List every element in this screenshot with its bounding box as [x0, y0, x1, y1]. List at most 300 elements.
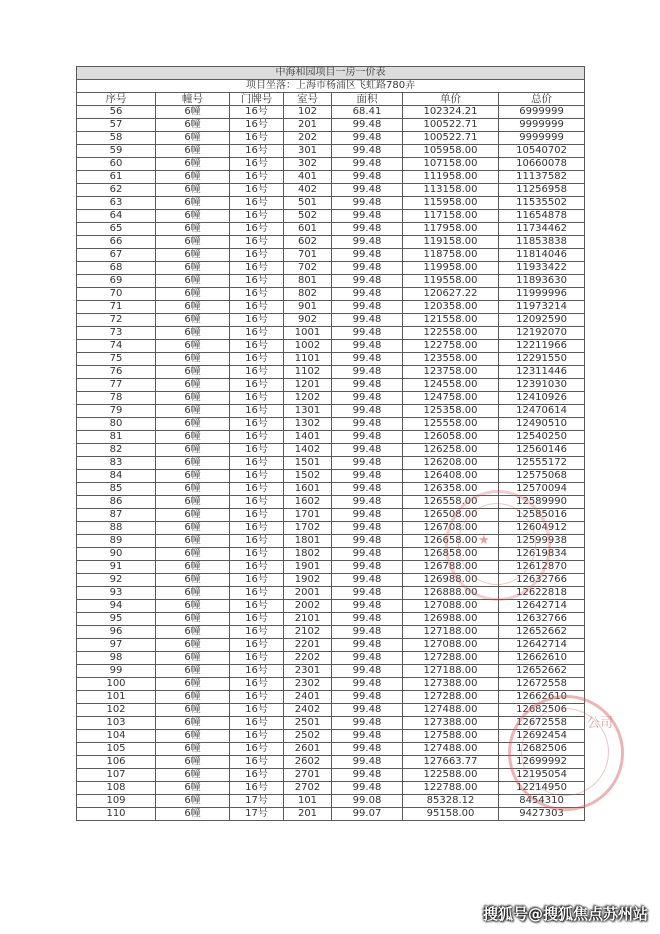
cell-area: 99.48: [332, 509, 403, 522]
cell-building: 6幢: [156, 769, 230, 782]
table-row: [77, 405, 585, 418]
table-row: [77, 522, 585, 535]
cell-room: 1401: [284, 431, 332, 444]
table-row: [77, 132, 585, 145]
cell-building: 6幢: [156, 665, 230, 678]
table-row: [77, 288, 585, 301]
cell-building: 6幢: [156, 392, 230, 405]
cell-door-number: 16号: [230, 197, 284, 210]
cell-unit-price: 126788.00: [403, 561, 499, 574]
cell-door-number: 16号: [230, 106, 284, 119]
cell-door-number: 16号: [230, 561, 284, 574]
cell-unit-price: 95158.00: [403, 808, 499, 821]
cell-door-number: 16号: [230, 756, 284, 769]
cell-room: 1202: [284, 392, 332, 405]
cell-total-price: 11256958: [499, 184, 585, 197]
cell-unit-price: 119158.00: [403, 236, 499, 249]
table-row: [77, 574, 585, 587]
cell-index: 98: [77, 652, 156, 665]
cell-total-price: 12699992: [499, 756, 585, 769]
cell-building: 6幢: [156, 145, 230, 158]
cell-index: 109: [77, 795, 156, 808]
cell-unit-price: 127188.00: [403, 665, 499, 678]
cell-unit-price: 102324.21: [403, 106, 499, 119]
cell-door-number: 16号: [230, 379, 284, 392]
cell-building: 6幢: [156, 704, 230, 717]
cell-building: 6幢: [156, 561, 230, 574]
cell-index: 72: [77, 314, 156, 327]
cell-room: 401: [284, 171, 332, 184]
cell-building: 6幢: [156, 210, 230, 223]
cell-unit-price: 127188.00: [403, 626, 499, 639]
cell-door-number: 16号: [230, 574, 284, 587]
cell-unit-price: 120358.00: [403, 301, 499, 314]
cell-building: 6幢: [156, 405, 230, 418]
cell-room: 2301: [284, 665, 332, 678]
cell-index: 94: [77, 600, 156, 613]
cell-total-price: 12555172: [499, 457, 585, 470]
cell-door-number: 16号: [230, 678, 284, 691]
table-row: [77, 457, 585, 470]
cell-unit-price: 127663.77: [403, 756, 499, 769]
cell-door-number: 16号: [230, 288, 284, 301]
cell-building: 6幢: [156, 353, 230, 366]
table-row: [77, 301, 585, 314]
cell-building: 6幢: [156, 678, 230, 691]
cell-total-price: 12642714: [499, 639, 585, 652]
table-row: [77, 197, 585, 210]
cell-door-number: 16号: [230, 717, 284, 730]
cell-total-price: 9427303: [499, 808, 585, 821]
cell-area: 99.48: [332, 639, 403, 652]
cell-room: 2701: [284, 769, 332, 782]
cell-total-price: 11734462: [499, 223, 585, 236]
cell-door-number: 16号: [230, 626, 284, 639]
cell-door-number: 16号: [230, 548, 284, 561]
cell-total-price: 12632766: [499, 574, 585, 587]
cell-index: 71: [77, 301, 156, 314]
cell-room: 302: [284, 158, 332, 171]
cell-unit-price: 85328.12: [403, 795, 499, 808]
cell-door-number: 16号: [230, 587, 284, 600]
cell-area: 99.48: [332, 405, 403, 418]
price-table: [76, 66, 585, 821]
cell-unit-price: 126658.00: [403, 535, 499, 548]
cell-door-number: 16号: [230, 652, 284, 665]
cell-total-price: 12662610: [499, 652, 585, 665]
cell-room: 1802: [284, 548, 332, 561]
cell-index: 65: [77, 223, 156, 236]
cell-total-price: 6999999: [499, 106, 585, 119]
cell-index: 76: [77, 366, 156, 379]
cell-area: 99.48: [332, 457, 403, 470]
cell-total-price: 12211966: [499, 340, 585, 353]
cell-area: 99.48: [332, 327, 403, 340]
cell-building: 6幢: [156, 132, 230, 145]
cell-total-price: 12470614: [499, 405, 585, 418]
cell-unit-price: 115958.00: [403, 197, 499, 210]
cell-unit-price: 125358.00: [403, 405, 499, 418]
cell-area: 99.48: [332, 704, 403, 717]
cell-unit-price: 117158.00: [403, 210, 499, 223]
table-row: [77, 509, 585, 522]
cell-room: 1602: [284, 496, 332, 509]
table-row: [77, 418, 585, 431]
cell-total-price: 12570094: [499, 483, 585, 496]
cell-unit-price: 126988.00: [403, 574, 499, 587]
cell-area: 99.48: [332, 665, 403, 678]
cell-area: 99.48: [332, 431, 403, 444]
cell-building: 6幢: [156, 522, 230, 535]
cell-total-price: 12540250: [499, 431, 585, 444]
cell-unit-price: 127388.00: [403, 678, 499, 691]
cell-index: 59: [77, 145, 156, 158]
cell-area: 99.48: [332, 600, 403, 613]
cell-index: 73: [77, 327, 156, 340]
cell-total-price: 10540702: [499, 145, 585, 158]
cell-door-number: 16号: [230, 483, 284, 496]
table-row: [77, 249, 585, 262]
cell-index: 70: [77, 288, 156, 301]
cell-building: 6幢: [156, 418, 230, 431]
table-row: [77, 431, 585, 444]
cell-unit-price: 122788.00: [403, 782, 499, 795]
cell-building: 6幢: [156, 366, 230, 379]
cell-index: 67: [77, 249, 156, 262]
cell-door-number: 16号: [230, 782, 284, 795]
cell-building: 6幢: [156, 639, 230, 652]
cell-unit-price: 111958.00: [403, 171, 499, 184]
table-row: [77, 314, 585, 327]
cell-unit-price: 124758.00: [403, 392, 499, 405]
cell-area: 99.48: [332, 496, 403, 509]
cell-building: 6幢: [156, 301, 230, 314]
cell-door-number: 16号: [230, 223, 284, 236]
cell-index: 105: [77, 743, 156, 756]
cell-room: 1302: [284, 418, 332, 431]
cell-total-price: 9999999: [499, 132, 585, 145]
cell-building: 6幢: [156, 431, 230, 444]
table-row: [77, 639, 585, 652]
cell-building: 6幢: [156, 574, 230, 587]
cell-room: 2502: [284, 730, 332, 743]
cell-door-number: 16号: [230, 496, 284, 509]
cell-total-price: 12652662: [499, 626, 585, 639]
cell-total-price: 12490510: [499, 418, 585, 431]
table-row: [77, 782, 585, 795]
cell-room: 1102: [284, 366, 332, 379]
cell-room: 602: [284, 236, 332, 249]
cell-total-price: 9999999: [499, 119, 585, 132]
cell-building: 6幢: [156, 743, 230, 756]
cell-room: 702: [284, 262, 332, 275]
cell-building: 6幢: [156, 262, 230, 275]
seal-stamp-lower: 公司: [508, 695, 624, 811]
cell-building: 6幢: [156, 444, 230, 457]
cell-area: 99.48: [332, 171, 403, 184]
cell-unit-price: 119958.00: [403, 262, 499, 275]
cell-room: 901: [284, 301, 332, 314]
cell-building: 6幢: [156, 288, 230, 301]
cell-building: 6幢: [156, 496, 230, 509]
cell-total-price: 12632766: [499, 613, 585, 626]
table-row: [77, 327, 585, 340]
cell-unit-price: 107158.00: [403, 158, 499, 171]
table-row: [77, 730, 585, 743]
cell-room: 2102: [284, 626, 332, 639]
cell-area: 99.48: [332, 392, 403, 405]
cell-area: 99.48: [332, 522, 403, 535]
cell-index: 100: [77, 678, 156, 691]
header-total-price: 总价: [499, 93, 585, 106]
cell-building: 6幢: [156, 457, 230, 470]
cell-door-number: 16号: [230, 184, 284, 197]
cell-room: 1301: [284, 405, 332, 418]
cell-index: 79: [77, 405, 156, 418]
cell-door-number: 16号: [230, 639, 284, 652]
table-row: [77, 262, 585, 275]
table-row: [77, 678, 585, 691]
cell-room: 1501: [284, 457, 332, 470]
cell-room: 1601: [284, 483, 332, 496]
cell-area: 99.48: [332, 158, 403, 171]
header-room: 室号: [284, 93, 332, 106]
document-title: 中海和园项目一房一价表: [77, 67, 585, 80]
cell-building: 6幢: [156, 535, 230, 548]
cell-total-price: 12619834: [499, 548, 585, 561]
cell-unit-price: 126508.00: [403, 509, 499, 522]
cell-total-price: 12311446: [499, 366, 585, 379]
cell-total-price: 12672558: [499, 678, 585, 691]
cell-building: 6幢: [156, 223, 230, 236]
cell-index: 103: [77, 717, 156, 730]
cell-room: 2401: [284, 691, 332, 704]
cell-total-price: 12642714: [499, 600, 585, 613]
cell-area: 99.07: [332, 808, 403, 821]
table-row: [77, 795, 585, 808]
cell-unit-price: 122588.00: [403, 769, 499, 782]
table-row: [77, 548, 585, 561]
cell-building: 6幢: [156, 808, 230, 821]
cell-index: 77: [77, 379, 156, 392]
cell-building: 6幢: [156, 509, 230, 522]
table-row: [77, 171, 585, 184]
cell-area: 99.08: [332, 795, 403, 808]
cell-room: 2601: [284, 743, 332, 756]
cell-unit-price: 127088.00: [403, 600, 499, 613]
cell-total-price: 12195054: [499, 769, 585, 782]
cell-index: 74: [77, 340, 156, 353]
cell-index: 69: [77, 275, 156, 288]
cell-room: 301: [284, 145, 332, 158]
cell-door-number: 16号: [230, 340, 284, 353]
cell-room: 101: [284, 795, 332, 808]
cell-total-price: 12575068: [499, 470, 585, 483]
cell-building: 6幢: [156, 106, 230, 119]
table-row: [77, 561, 585, 574]
cell-area: 99.48: [332, 535, 403, 548]
table-row: [77, 444, 585, 457]
cell-door-number: 16号: [230, 418, 284, 431]
table-row: [77, 119, 585, 132]
cell-area: 99.48: [332, 574, 403, 587]
seal-stamp-upper: ★: [445, 490, 551, 601]
cell-room: 2702: [284, 782, 332, 795]
cell-door-number: 16号: [230, 327, 284, 340]
cell-unit-price: 126408.00: [403, 470, 499, 483]
table-row: [77, 470, 585, 483]
cell-index: 61: [77, 171, 156, 184]
cell-area: 99.48: [332, 249, 403, 262]
cell-area: 99.48: [332, 548, 403, 561]
cell-area: 99.48: [332, 145, 403, 158]
header-door-number: 门牌号: [230, 93, 284, 106]
cell-total-price: 12391030: [499, 379, 585, 392]
table-row: [77, 665, 585, 678]
cell-area: 99.48: [332, 717, 403, 730]
cell-index: 78: [77, 392, 156, 405]
table-row: [77, 535, 585, 548]
cell-total-price: 12682506: [499, 743, 585, 756]
cell-area: 99.48: [332, 626, 403, 639]
cell-building: 6幢: [156, 587, 230, 600]
cell-area: 99.48: [332, 366, 403, 379]
cell-room: 202: [284, 132, 332, 145]
table-row: [77, 223, 585, 236]
cell-door-number: 16号: [230, 171, 284, 184]
cell-room: 1001: [284, 327, 332, 340]
cell-area: 99.48: [332, 379, 403, 392]
cell-room: 2201: [284, 639, 332, 652]
cell-door-number: 16号: [230, 353, 284, 366]
cell-index: 95: [77, 613, 156, 626]
cell-door-number: 16号: [230, 275, 284, 288]
cell-total-price: 12612870: [499, 561, 585, 574]
cell-index: 91: [77, 561, 156, 574]
cell-room: 801: [284, 275, 332, 288]
cell-room: 2402: [284, 704, 332, 717]
cell-room: 802: [284, 288, 332, 301]
cell-door-number: 16号: [230, 236, 284, 249]
cell-room: 1002: [284, 340, 332, 353]
cell-building: 6幢: [156, 275, 230, 288]
header-area: 面积: [332, 93, 403, 106]
cell-area: 99.48: [332, 288, 403, 301]
cell-total-price: 12599938: [499, 535, 585, 548]
cell-building: 6幢: [156, 548, 230, 561]
cell-index: 99: [77, 665, 156, 678]
cell-unit-price: 121558.00: [403, 314, 499, 327]
cell-room: 1901: [284, 561, 332, 574]
cell-door-number: 16号: [230, 262, 284, 275]
cell-door-number: 16号: [230, 249, 284, 262]
table-row: [77, 600, 585, 613]
cell-room: 1201: [284, 379, 332, 392]
cell-index: 92: [77, 574, 156, 587]
cell-building: 6幢: [156, 626, 230, 639]
cell-unit-price: 127288.00: [403, 652, 499, 665]
cell-area: 99.48: [332, 210, 403, 223]
cell-index: 101: [77, 691, 156, 704]
table-row: [77, 626, 585, 639]
cell-area: 68.41: [332, 106, 403, 119]
cell-unit-price: 122758.00: [403, 340, 499, 353]
cell-total-price: 11999996: [499, 288, 585, 301]
cell-index: 57: [77, 119, 156, 132]
cell-total-price: 12214950: [499, 782, 585, 795]
cell-door-number: 16号: [230, 522, 284, 535]
cell-index: 83: [77, 457, 156, 470]
cell-building: 6幢: [156, 340, 230, 353]
cell-room: 1902: [284, 574, 332, 587]
cell-total-price: 10660078: [499, 158, 585, 171]
table-row: [77, 613, 585, 626]
cell-room: 1101: [284, 353, 332, 366]
cell-room: 2302: [284, 678, 332, 691]
cell-door-number: 16号: [230, 457, 284, 470]
table-row: [77, 587, 585, 600]
cell-index: 89: [77, 535, 156, 548]
cell-door-number: 16号: [230, 613, 284, 626]
cell-door-number: 16号: [230, 600, 284, 613]
cell-total-price: 11973214: [499, 301, 585, 314]
cell-index: 66: [77, 236, 156, 249]
cell-door-number: 17号: [230, 795, 284, 808]
cell-index: 64: [77, 210, 156, 223]
cell-door-number: 16号: [230, 405, 284, 418]
cell-index: 108: [77, 782, 156, 795]
table-row: [77, 379, 585, 392]
cell-unit-price: 126708.00: [403, 522, 499, 535]
cell-door-number: 16号: [230, 470, 284, 483]
cell-total-price: 11853838: [499, 236, 585, 249]
watermark: 搜狐号@搜狐焦点苏州站: [482, 905, 648, 923]
cell-total-price: 8454310: [499, 795, 585, 808]
cell-room: 402: [284, 184, 332, 197]
table-row: [77, 769, 585, 782]
project-location: 项目坐落：上海市杨浦区飞虹路780弄: [77, 80, 585, 93]
cell-room: 2002: [284, 600, 332, 613]
cell-unit-price: 126058.00: [403, 431, 499, 444]
cell-unit-price: 127488.00: [403, 743, 499, 756]
cell-building: 6幢: [156, 795, 230, 808]
header-unit-price: 单价: [403, 93, 499, 106]
cell-building: 6幢: [156, 249, 230, 262]
cell-unit-price: 100522.71: [403, 119, 499, 132]
table-row: [77, 743, 585, 756]
cell-unit-price: 105958.00: [403, 145, 499, 158]
cell-total-price: 12291550: [499, 353, 585, 366]
cell-door-number: 16号: [230, 158, 284, 171]
table-row: [77, 158, 585, 171]
cell-index: 68: [77, 262, 156, 275]
cell-building: 6幢: [156, 158, 230, 171]
table-row: [77, 652, 585, 665]
cell-index: 93: [77, 587, 156, 600]
cell-index: 106: [77, 756, 156, 769]
cell-unit-price: 126258.00: [403, 444, 499, 457]
cell-total-price: 12622818: [499, 587, 585, 600]
table-row: [77, 808, 585, 821]
table-row: [77, 756, 585, 769]
cell-area: 99.48: [332, 197, 403, 210]
cell-unit-price: 126888.00: [403, 587, 499, 600]
cell-door-number: 16号: [230, 535, 284, 548]
table-row: [77, 691, 585, 704]
table-row: [77, 184, 585, 197]
cell-door-number: 16号: [230, 132, 284, 145]
cell-index: 80: [77, 418, 156, 431]
